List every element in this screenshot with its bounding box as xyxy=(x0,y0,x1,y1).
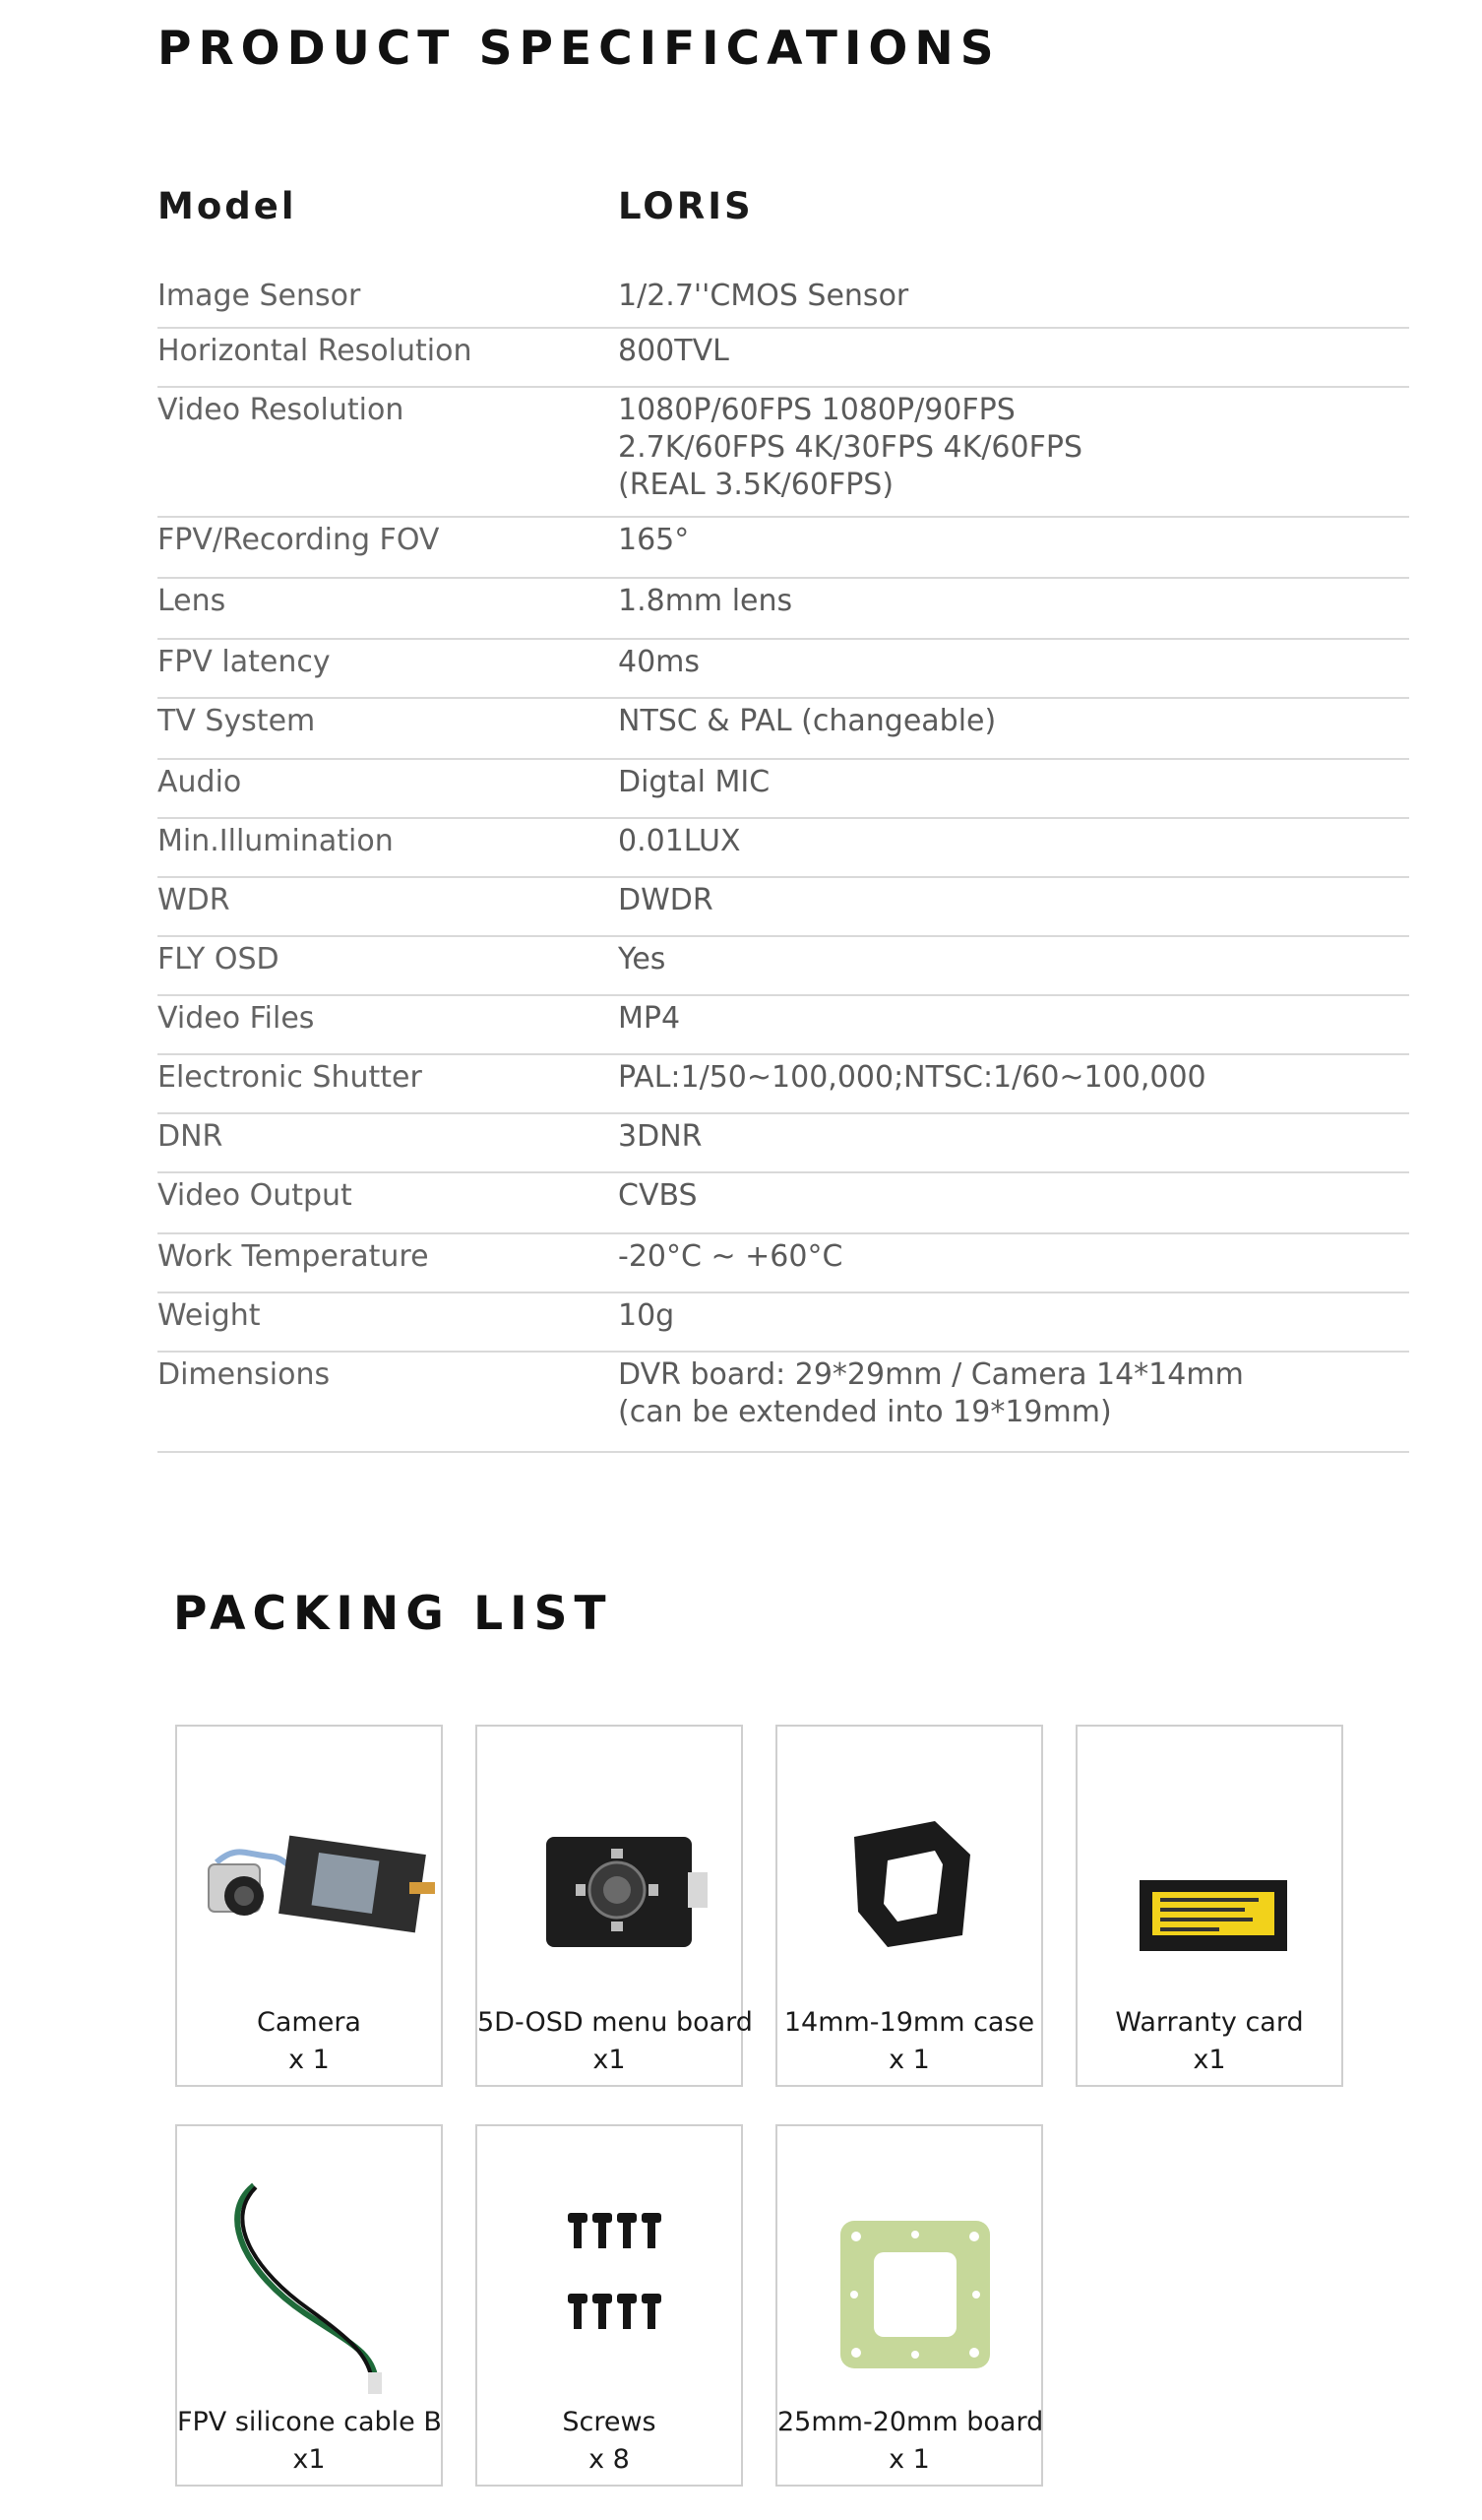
spec-label: WDR xyxy=(157,883,230,917)
spec-row xyxy=(157,760,1409,819)
spec-row xyxy=(157,640,1409,699)
packing-item-name: Camera xyxy=(257,2007,361,2038)
spec-label: FPV/Recording FOV xyxy=(157,523,440,557)
packing-item-name: Screws xyxy=(562,2407,656,2437)
packing-item-name: 14mm-19mm case xyxy=(783,2007,1035,2038)
spec-label: Video Output xyxy=(157,1178,352,1213)
screws-icon xyxy=(477,2146,741,2402)
page-title: PRODUCT SPECIFICATIONS xyxy=(157,22,1001,76)
spec-table xyxy=(157,185,1409,1453)
packing-item-name: FPV silicone cable B xyxy=(177,2407,442,2437)
spec-label: Horizontal Resolution xyxy=(157,334,472,368)
spec-value: NTSC & PAL (changeable) xyxy=(618,704,997,738)
spec-row xyxy=(157,937,1409,996)
packing-card-case xyxy=(775,1725,1043,2087)
spec-row xyxy=(157,1234,1409,1293)
spec-label: FPV latency xyxy=(157,645,331,679)
cable-icon xyxy=(177,2146,441,2402)
packing-item-name: 5D-OSD menu board xyxy=(477,2007,753,2038)
spec-value: -20°C ~ +60°C xyxy=(618,1239,843,1274)
packing-card-warranty xyxy=(1076,1725,1343,2087)
camera-module-icon xyxy=(177,1746,441,2002)
spec-value: 800TVL xyxy=(618,334,729,368)
spec-value: DVR board: 29*29mm / Camera 14*14mm (can be extended into 19*19mm) xyxy=(618,1357,1244,1429)
spec-label: Lens xyxy=(157,584,226,618)
spec-label: FLY OSD xyxy=(157,942,279,976)
spec-label: Work Temperature xyxy=(157,1239,429,1274)
packing-card-cable xyxy=(175,2124,443,2487)
spec-row xyxy=(157,579,1409,640)
spec-value: 1.8mm lens xyxy=(618,584,793,618)
spec-value: 1/2.7''CMOS Sensor xyxy=(618,279,909,313)
spec-value: Digtal MIC xyxy=(618,765,771,799)
spec-value: 1080P/60FPS 1080P/90FPS 2.7K/60FPS 4K/30FPS 4K/60FPS (REAL 3.5K/60FPS) xyxy=(618,393,1082,502)
spec-label: Video Files xyxy=(157,1001,315,1036)
spec-row xyxy=(157,274,1409,329)
spec-label: Electronic Shutter xyxy=(157,1060,422,1095)
spec-value: CVBS xyxy=(618,1178,698,1213)
spec-value: PAL:1/50~100,000;NTSC:1/60~100,000 xyxy=(618,1060,1206,1095)
packing-item-name: 25mm-20mm board xyxy=(777,2407,1044,2437)
spec-row xyxy=(157,1353,1409,1453)
spec-row xyxy=(157,1114,1409,1173)
spec-row xyxy=(157,1055,1409,1114)
spec-label: Video Resolution xyxy=(157,393,404,427)
packing-card-screws xyxy=(475,2124,743,2487)
model-value: LORIS xyxy=(618,185,754,227)
packing-item-qty: x1 xyxy=(292,2444,326,2475)
spec-row xyxy=(157,878,1409,937)
warranty-card-icon xyxy=(1078,1746,1341,2002)
osd-board-icon xyxy=(477,1746,741,2002)
packing-item-qty: x 8 xyxy=(588,2444,630,2475)
packing-item-qty: x 1 xyxy=(288,2045,330,2075)
spec-row xyxy=(157,819,1409,878)
spec-label: DNR xyxy=(157,1119,223,1154)
packing-card-adapter-board xyxy=(775,2124,1043,2487)
spec-label: Weight xyxy=(157,1298,261,1333)
model-row xyxy=(157,185,1409,274)
packing-item-qty: x 1 xyxy=(889,2444,930,2475)
spec-row xyxy=(157,329,1409,388)
spec-label: Image Sensor xyxy=(157,279,361,313)
spec-value: DWDR xyxy=(618,883,713,917)
spec-value: 3DNR xyxy=(618,1119,703,1154)
spec-label: Audio xyxy=(157,765,242,799)
spec-value: Yes xyxy=(618,942,666,976)
spec-label: TV System xyxy=(157,704,316,738)
packing-item-qty: x 1 xyxy=(889,2045,930,2075)
packing-item-qty: x1 xyxy=(592,2045,626,2075)
spec-value: 165° xyxy=(618,523,690,557)
spec-label: Dimensions xyxy=(157,1357,331,1392)
spec-value: 10g xyxy=(618,1298,675,1333)
packing-item-qty: x1 xyxy=(1193,2045,1226,2075)
spec-row xyxy=(157,1173,1409,1234)
spec-value: 40ms xyxy=(618,645,701,679)
packing-list-title: PACKING LIST xyxy=(173,1587,613,1641)
packing-card-osd-board xyxy=(475,1725,753,2087)
case-icon xyxy=(777,1746,1041,2002)
spec-row xyxy=(157,388,1409,518)
spec-row xyxy=(157,1293,1409,1353)
spec-row xyxy=(157,699,1409,760)
spec-value: MP4 xyxy=(618,1001,681,1036)
spec-row xyxy=(157,518,1409,579)
adapter-board-icon xyxy=(777,2146,1041,2402)
spec-label: Min.Illumination xyxy=(157,824,394,858)
packing-card-camera xyxy=(175,1725,443,2087)
spec-row xyxy=(157,996,1409,1055)
model-label: Model xyxy=(157,185,297,227)
spec-value: 0.01LUX xyxy=(618,824,741,858)
packing-item-name: Warranty card xyxy=(1115,2007,1304,2038)
